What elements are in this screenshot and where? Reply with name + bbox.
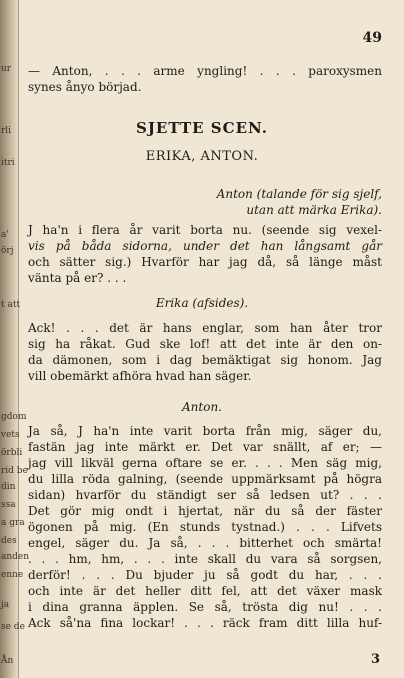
gutter-fragment: t att	[1, 300, 21, 310]
text-line: Det gör mig ondt i hjertat, när du så der fäster	[28, 504, 382, 518]
gutter-fragment: se de	[1, 622, 25, 632]
gutter-fragment: ja	[1, 600, 10, 610]
text-line: sig ha råkat. Gud ske lof! att det inte är den on-	[28, 337, 382, 351]
text-line: Anton.	[182, 400, 222, 414]
gutter-previous-page	[0, 0, 30, 678]
text-line: utan att märka Erika).	[246, 203, 382, 217]
gutter-fragment: des	[1, 536, 17, 546]
gutter-fragment: ssa	[1, 500, 16, 510]
text-line: ERIKA, ANTON.	[145, 149, 259, 164]
text-line: Ja så, J ha'n inte varit borta från mig, säger du,	[28, 424, 382, 438]
text-line: derför! . . . Du bjuder ju så godt du har, . . .	[28, 568, 382, 582]
gutter-fragment: örbli	[1, 448, 23, 458]
gutter-fragment: örj	[1, 246, 14, 256]
text-line: jag vill likväl gerna oftare se er. . . . Men säg mig,	[28, 456, 382, 470]
text-line: vänta på er? . . .	[28, 271, 127, 285]
signature-mark: 3	[370, 652, 380, 667]
gutter-fragment: din	[1, 482, 16, 492]
gutter-fragment: a gra	[1, 518, 25, 528]
text-line: vill obemärkt afhöra hvad han säger.	[28, 369, 252, 383]
gutter-fragment: enne	[1, 570, 24, 580]
text-line: vis på båda sidorna, under det han långsamt går	[28, 239, 382, 253]
text-line: Anton (talande för sig sjelf,	[216, 187, 382, 201]
gutter-fragment: anden	[1, 552, 30, 562]
page-number: 49	[362, 30, 382, 46]
text-line: da dämonen, som i dag bemäktigat sig honom. Jag	[28, 353, 382, 367]
text-line: och inte är det heller ditt fel, att det växer mask	[28, 584, 382, 598]
text-line: SJETTE SCEN.	[136, 119, 268, 137]
gutter-fragment: rid be	[1, 466, 28, 476]
text-line: i dina granna äpplen. Se så, trösta dig nu! . . .	[28, 600, 382, 614]
text-line: och sätter sig.) Hvarför har jag då, så länge måst	[28, 255, 382, 269]
text-line: — Anton, . . . arme yngling! . . . paroxysmen	[28, 64, 382, 78]
text-line: Ack! . . . det är hans englar, som han åter tror	[28, 321, 382, 335]
gutter-fragment: itri	[1, 158, 15, 168]
gutter-fragment: gdom	[1, 412, 27, 422]
gutter-fragment: vets	[1, 430, 20, 440]
gutter-fragment: a'	[1, 230, 9, 240]
text-line: Erika (afsides).	[155, 296, 249, 310]
text-line: . . . hm, hm, . . . inte skall du vara så sorgsen,	[28, 552, 382, 566]
gutter-fragment: ur	[1, 64, 12, 74]
text-line: synes ånyo börjad.	[28, 80, 142, 94]
text-line: J ha'n i flera år varit borta nu. (seende sig vexel-	[28, 223, 382, 237]
gutter-fragment: rli	[1, 126, 12, 136]
text-line: sidan) hvarför du ständigt ser så ledsen ut? . . .	[28, 488, 382, 502]
text-line: fastän jag inte märkt er. Det var snällt, af er; —	[28, 440, 382, 454]
text-line: engel, säger du. Ja så, . . . bitterhet och smärta!	[28, 536, 382, 550]
text-line: du lilla röda galning, (seende uppmärksamt på högra	[28, 472, 382, 486]
text-line: ögonen på mig. (En stunds tystnad.) . . . Lifvets	[28, 520, 382, 534]
gutter-fragment: Ån	[1, 656, 14, 666]
book-page	[22, 0, 382, 678]
text-line: Ack så'na fina lockar! . . . räck fram ditt lilla huf-	[28, 616, 382, 630]
